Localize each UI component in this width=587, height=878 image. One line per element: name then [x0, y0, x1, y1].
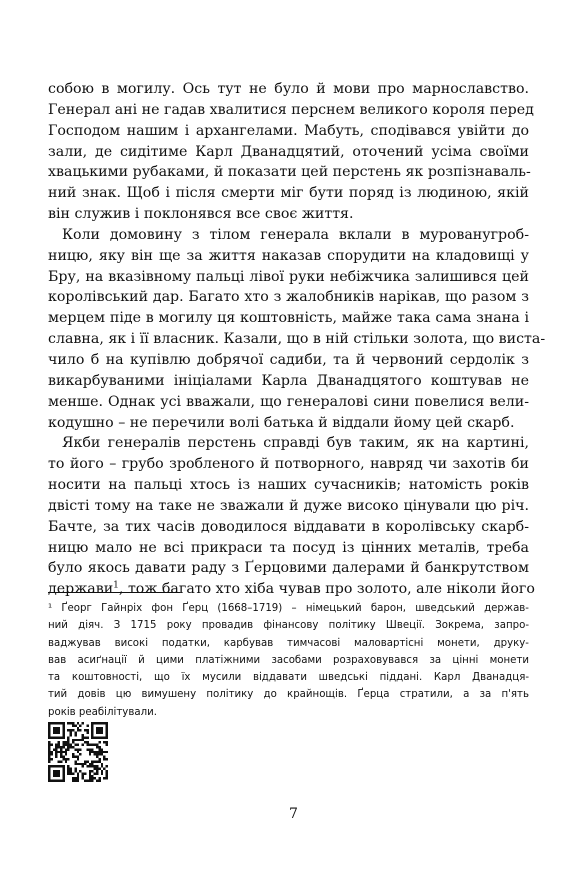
- text-line: менше. Однак усі вважали, що генералові сини повелися вели-: [48, 393, 529, 410]
- text-line: то його – грубо зробленого й потворного, навряд чи захотів би: [48, 456, 529, 473]
- footnote-line: вав асиґнації й цими платіжними засобами розраховувався за цінні монети: [48, 654, 529, 666]
- text-line: Господом нашим і архангелами. Мабуть, сподівався увійти до: [48, 122, 529, 139]
- text-line: було якось давати раду з Ґерцовими далерами й банкрутством: [48, 560, 529, 577]
- text-line: собою в могилу. Ось тут не було й мови про марнославство.: [48, 81, 529, 97]
- text-line: він служив і поклонявся все своє життя.: [48, 206, 354, 223]
- text-line: ний знак. Щоб і після смерти міг бути поряд із людиною, якій: [48, 185, 529, 202]
- text-line: кодушно – не перечили волі батька й віддали йому цей скарб.: [48, 414, 515, 431]
- body-text: [48, 79, 546, 600]
- text-line: хвацькими рубаками, й показати цей перстень як розпізнаваль-: [48, 164, 531, 181]
- text-line: викарбуваними ініціалами Карла Дванадцятого коштував не: [48, 372, 529, 389]
- footnote-line: ний діяч. З 1715 року провадив фінансову політику Швеції. Зокрема, запро-: [48, 620, 529, 632]
- text-line: Бру, на вказівному пальці лівої руки небіжчика залишився цей: [48, 268, 529, 285]
- text-line: мерцем піде в могилу ця коштовність, майже така сама знана і: [48, 310, 529, 327]
- text-line: Якби генералів перстень справді був таким, як на картині,: [62, 435, 529, 452]
- text-line: ницю мало не всі прикраси та посуд із цінних металів, треба: [48, 539, 529, 556]
- text-line: двісті тому на таке не зважали й дуже високо цінували цю річ.: [48, 497, 529, 514]
- footnote-line: та коштовності, що їх мусили віддавати шведські піддані. Карл Дванадця-: [48, 672, 529, 684]
- text-line: славна, як і її власник. Казали, що в ній стільки золота, що виста-: [48, 331, 546, 348]
- text-line: чило б на купівлю добрячої садиби, та й червоний сердолік з: [48, 351, 529, 368]
- footnote-line: років реабілітували.: [48, 706, 157, 718]
- text-fragment: тож багато хто хіба чував про золото, але ніколи його: [127, 581, 535, 598]
- text-line: ницю, яку він ще за життя наказав спорудити на кладовищі у: [48, 247, 529, 264]
- text-line: королівський дар. Багато хто з жалобників нарікав, що разом з: [48, 289, 529, 306]
- footnote: [48, 600, 529, 721]
- text-line: Бачте, за тих часів доводилося віддавати в королівську скарб-: [48, 518, 529, 535]
- text-line-with-footnote: держави$^1$, тож багато хто хіба чував про золото, але ніколи його: [48, 580, 535, 598]
- text-fragment: держави: [48, 581, 114, 598]
- qr-code-icon: [48, 722, 108, 782]
- footnote-line: ¹ Ґеорг Гайнріх фон Ґерц (1668–1719) – німецький барон, шведський держав-: [48, 603, 529, 614]
- page-number: 7: [289, 806, 298, 822]
- footnote-line: ваджував високі податки, карбував тимчасові маловартісні монети, друку-: [48, 637, 529, 649]
- text-line: носити на пальці хтось із наших сучасників; натомість років: [48, 477, 529, 494]
- text-line: Коли домовину з тілом генерала вклали в мурованугроб-: [62, 226, 529, 243]
- text-line: зали, де сидітиме Карл Дванадцятий, оточений усіма своїми: [48, 143, 529, 160]
- footnote-line: тий довів цю вимушену політику до крайнощів. Ґерца стратили, а за п'ять: [48, 689, 529, 701]
- footnote-marker: 1: [113, 580, 119, 591]
- footnote-divider: [48, 592, 180, 593]
- text-line: Генерал ані не гадав хвалитися перснем великого короля перед: [48, 101, 534, 118]
